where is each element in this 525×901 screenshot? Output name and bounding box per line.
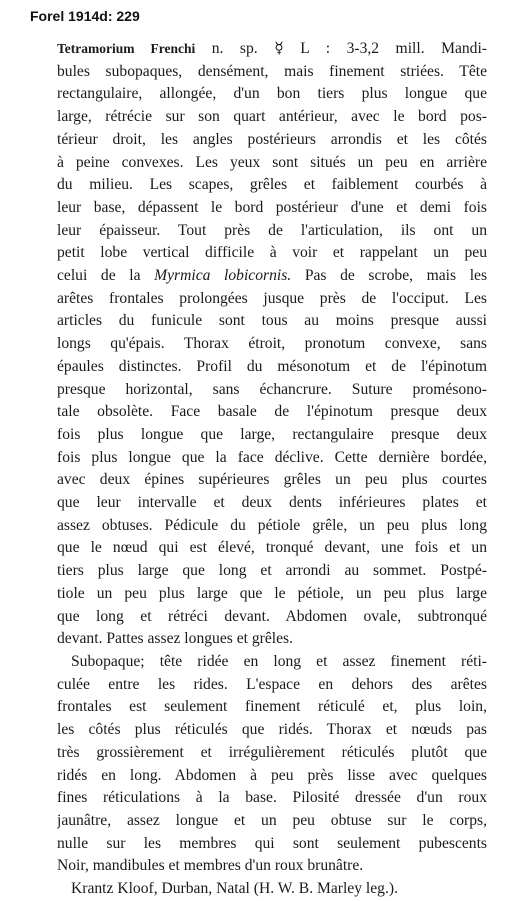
line-text: tiers plus large que long et arrondi au sommet. Postpé-: [57, 562, 487, 580]
line-text: bules subopaques, densément, mais finement striées. Tête: [57, 62, 487, 80]
text-line: [57, 742, 487, 765]
line-text: à peine convexes. Les yeux sont situés un peu en arrière: [57, 153, 487, 171]
line-text: Pas de scrobe, mais les: [304, 267, 487, 285]
line-text: arêtes frontales prolongées jusque près de l'occiput. Les: [57, 289, 487, 307]
line-text: longs qu'épais. Thorax étroit, pronotum convexe, sans: [57, 335, 487, 353]
text-line: [57, 696, 487, 719]
line-text: leur base, dépassent le bord postérieur d'une et demi fois: [57, 198, 487, 216]
line-text: du milieu. Les scapes, grêles et faiblement courbés à: [57, 176, 487, 194]
text-line: [57, 447, 487, 470]
line-text: Noir, mandibules et membres d'un roux brunâtre.: [57, 857, 364, 875]
text-line: [57, 810, 487, 833]
text-line: [57, 288, 487, 311]
line-text: que long et rétréci devant. Abdomen ovale, subtronqué: [57, 607, 487, 625]
text-line: [57, 765, 487, 788]
text-line: [57, 492, 487, 515]
sculpture-paragraph: [57, 651, 487, 878]
text-line: [57, 197, 487, 220]
text-line: [57, 152, 487, 175]
line-text: devant. Pattes assez longues et grêles.: [57, 630, 294, 648]
line-text: épaules distinctes. Profil du mésonotum et de l'épinotum: [57, 357, 487, 375]
text-line: [57, 469, 487, 492]
line-text: les côtés plus réticulés que ridés. Thorax et nœuds pas: [57, 721, 487, 739]
text-block: [57, 38, 487, 901]
line-text: petit lobe vertical difficile à voir et rappelant un peu: [57, 244, 487, 262]
line-text: nulle sur les membres qui sont seulement pubescents: [57, 834, 487, 852]
line-text: assez obtuses. Pédicule du pétiole grêle, un peu plus long: [57, 516, 487, 534]
line-text: tale obsolète. Face basale de l'épinotum presque deux: [57, 403, 487, 421]
text-line: [57, 401, 487, 424]
line-text: presque horizontal, sans échancrure. Suture promésono-: [57, 380, 487, 398]
text-line: [57, 310, 487, 333]
line-text: n. sp. ☿ L : 3-3,2 mill. Mandi-: [211, 40, 487, 57]
locality-line: [57, 878, 487, 901]
line-text: large, rétrécie sur son quart antérieur, avec le bord pos-: [57, 108, 487, 126]
text-line: [57, 583, 487, 606]
text-line: [57, 174, 487, 197]
line-text: fois plus longue que la face déclive. Cette dernière bordée,: [57, 448, 487, 466]
text-line: [57, 537, 487, 560]
text-line: [57, 424, 487, 447]
line-text: ridés en long. Abdomen à peu près lisse avec quelques: [57, 766, 487, 784]
line-text: très grossièrement et irrégulièrement réticulés plutôt que: [57, 743, 487, 761]
locality-place: Krantz Kloof, Durban, Natal: [71, 880, 250, 898]
text-line: [57, 61, 487, 84]
species-name: Tetramorium Frenchi: [57, 41, 196, 56]
text-line: [57, 106, 487, 129]
text-line: [57, 833, 487, 856]
line-text: jaunâtre, assez longue et un peu obtuse sur le corps,: [57, 811, 487, 829]
text-line: [57, 83, 487, 106]
text-line: [57, 220, 487, 243]
text-line: [57, 719, 487, 742]
line-text: tiole un peu plus large que le pétiole, un peu plus large: [57, 584, 487, 602]
text-line: [57, 560, 487, 583]
line-text: Subopaque; tête ridée en long et assez finement réti-: [71, 652, 487, 670]
line-text: rectangulaire, allongée, d'un bon tiers plus longue que: [57, 85, 487, 103]
line-text: avec deux épines supérieures grêles un peu plus courtes: [57, 471, 487, 489]
text-line: [57, 379, 487, 402]
text-line: [57, 242, 487, 265]
line-text: leur épaisseur. Tout près de l'articulation, ils ont un: [57, 221, 487, 239]
line-text: que leur intervalle et deux dents inférieures plates et: [57, 494, 487, 512]
locality-collector: (H. W. B. Marley leg.).: [253, 880, 398, 898]
text-line: [57, 628, 487, 651]
text-line: [57, 38, 487, 61]
line-text: fois plus longue que large, rectangulaire presque deux: [57, 425, 487, 443]
text-line: [57, 356, 487, 379]
text-line: [57, 515, 487, 538]
text-line: [57, 787, 487, 810]
line-text: celui de la: [57, 267, 141, 285]
text-line: [57, 606, 487, 629]
line-text: fines réticulations à la base. Pilosité dressée d'un roux: [57, 789, 487, 807]
text-line: [57, 265, 487, 288]
text-line: [57, 651, 487, 674]
text-line: [57, 855, 487, 878]
text-line: [57, 674, 487, 697]
citation-header: Forel 1914d: 229: [30, 8, 140, 24]
text-line: [57, 333, 487, 356]
italic-taxon: Myrmica lobicornis.: [154, 267, 292, 285]
text-line: [57, 129, 487, 152]
line-text: térieur droit, les angles postérieurs arrondis et les côtés: [57, 130, 487, 148]
description-paragraph: [57, 38, 487, 651]
line-text: culée entre les rides. L'espace en dehors des arêtes: [57, 675, 487, 693]
line-text: frontales est seulement finement réticulé et, plus loin,: [57, 698, 487, 716]
line-text: articles du funicule sont tous au moins presque aussi: [57, 312, 487, 330]
line-text: que le nœud qui est élevé, tronqué devant, une fois et un: [57, 539, 487, 557]
